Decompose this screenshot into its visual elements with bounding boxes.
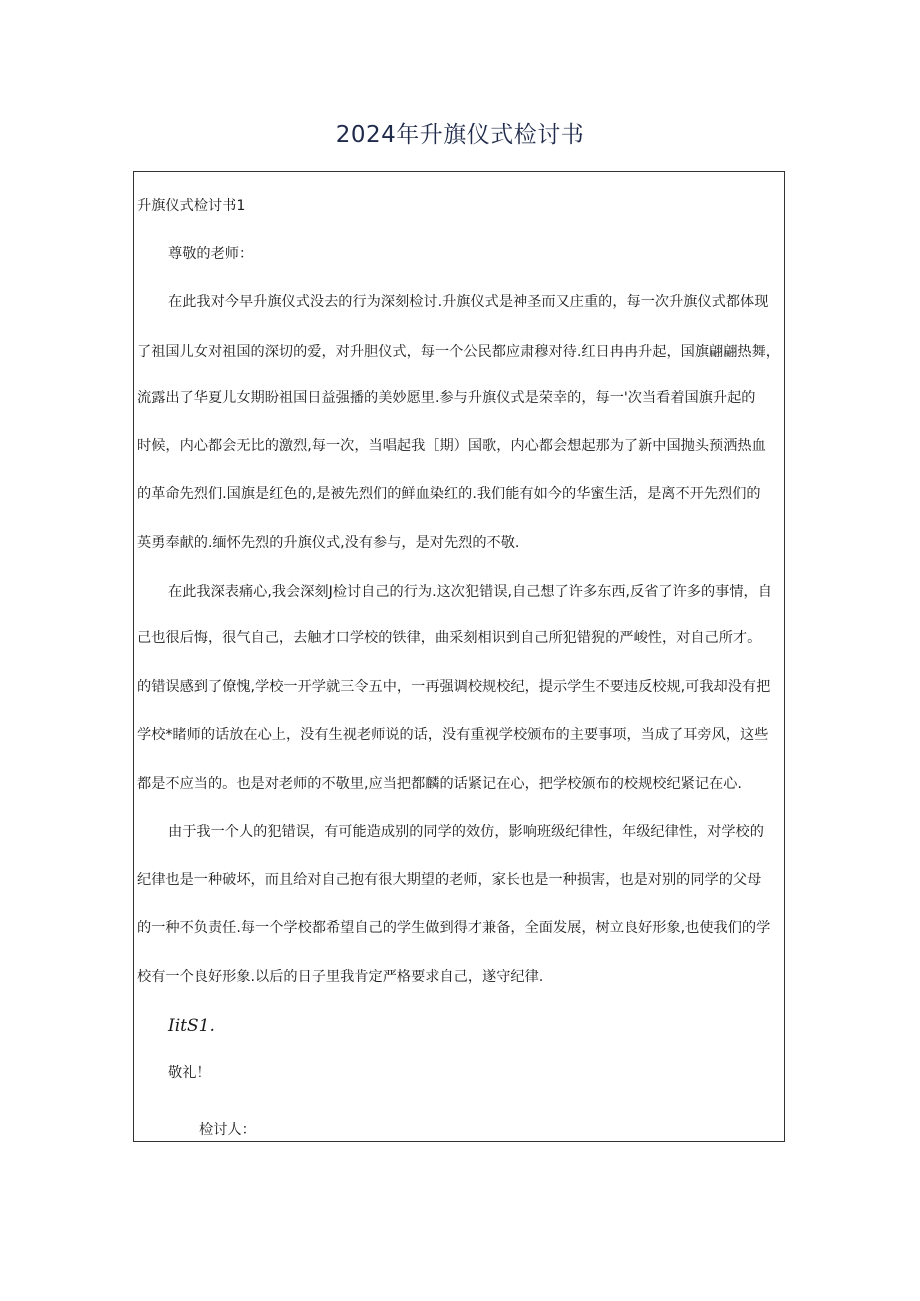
paragraph-2-line-4: 学校*睹师的话放在心上，没有生视老师说的话，没有重视学校颁布的主要事项，当成了耳旁风，这些 [137, 727, 769, 743]
paragraph-1-line-1: 在此我对今早升旗仪式没去的行为深刻检讨.升旗仪式是神圣而又庄重的，每一次升旗仪式都体现 [168, 294, 769, 310]
paragraph-1-line-2: 了祖国儿女对祖国的深切的爱，对升胆仪式，每一个公民都应肃穆对待.红日冉冉升起，国旗翩翩热舞， [137, 344, 780, 360]
content-frame [133, 171, 785, 1142]
signature-label: 检讨人： [199, 1122, 256, 1138]
script-text: IitS1. [168, 1016, 215, 1036]
paragraph-2-line-2: 己也很后悔，很气自己，去触才口学校的铁律，曲采刻相识到自己所犯错猊的严峻性，对自己所才。 [137, 630, 762, 646]
paragraph-3-line-4: 校有一个良好形象.以后的日子里我肯定严格要求自己，遂守纪律. [137, 969, 544, 985]
paragraph-3-line-1: 由于我一个人的犯错误，有可能造成别的同学的效仿，影响班级纪律性，年级纪律性，对学校的 [168, 824, 764, 840]
salutation: 尊敬的老师： [168, 246, 254, 262]
paragraph-2-line-3: 的错误感到了僚愧,学校一开学就三令五中，一再强调校规校纪，提示学生不要违反校规,可我却没有把 [137, 679, 771, 695]
paragraph-1-line-5: 的革命先烈们.国旗是红色的,是被先烈们的鲜血染红的.我们能有如今的华蜜生活，是离不开先烈们的 [137, 486, 761, 502]
document-title: 2024年升旗仪式检讨书 [335, 122, 585, 148]
paragraph-3-line-2: 纪律也是一种破坏，而且给对自己抱有很大期望的老师，家长也是一种损害，也是对别的同学的父母 [137, 872, 762, 888]
paragraph-1-line-3: 流露出了华夏儿女期盼祖国日益强播的美妙愿里.参与升旗仪式是荣幸的，每一'次当看着国旗升起的 [137, 390, 756, 406]
section-heading: 升旗仪式检讨书1 [137, 198, 246, 214]
paragraph-2-line-5: 都是不应当的。也是对老师的不敬里,应当把都麟的话紧记在心，把学校颁布的校规校纪紧记在心. [137, 776, 742, 792]
paragraph-3-line-3: 的一种不负责任.每一个学校都希望自己的学生做到得才兼备，全面发展，树立良好形象,也使我们的学 [137, 920, 771, 936]
closing-salute: 敬礼！ [168, 1065, 211, 1081]
paragraph-1-line-6: 英勇奉献的.缅怀先烈的升旗仪式,没有参与，是对先烈的不敬. [137, 535, 520, 551]
paragraph-1-line-4: 时候，内心都会无比的激烈,每一次，当唱起我［期）国歌，内心都会想起那为了新中国抛头预洒热血 [137, 438, 766, 454]
paragraph-2-line-1: 在此我深表痛心,我会深刻J检讨自己的行为.这次犯错误,自己想了许多东西,反省了许多的事情，自 [168, 584, 772, 600]
